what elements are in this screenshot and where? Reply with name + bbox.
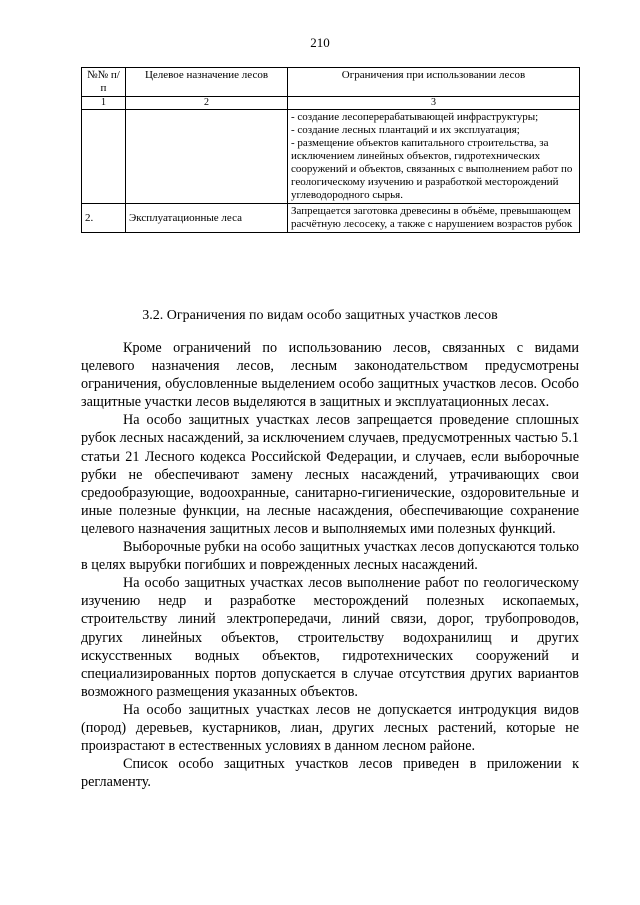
column-number: 1 — [82, 97, 126, 110]
header-number: №№ п/п — [82, 68, 126, 97]
row-purpose — [126, 110, 288, 204]
table-column-numbers-row — [82, 97, 580, 110]
table-row — [82, 110, 580, 204]
restriction-item: - создание лесоперерабатывающей инфраструктуры; — [291, 111, 539, 123]
paragraph: Выборочные рубки на особо защитных участках лесов допускаются только в целях вырубки погибших и поврежденных лесных насаждений. — [81, 539, 579, 574]
row-number: 2. — [82, 204, 126, 233]
row-number — [82, 110, 126, 204]
paragraph: На особо защитных участках лесов выполнение работ по геологическому изучению недр и разработке месторождений полезных ископаемых, строительству линий электропередачи, линий связи, дорог, трубопроводов, других линейных объектов, строительству водохранилищ и других искусственных водных объектов, гидротехнических сооружений и специализированных портов допускается в случае отсутствия других вариантов возможного размещения указанных объектов. — [81, 575, 579, 700]
header-restrictions: Ограничения при использовании лесов — [288, 68, 580, 97]
header-purpose: Целевое назначение лесов — [126, 68, 288, 97]
row-purpose: Эксплуатационные леса — [126, 204, 288, 233]
paragraph: На особо защитных участках лесов запрещается проведение сплошных рубок лесных насаждений, за исключением случаев, предусмотренных частью 5.1 статьи 21 Лесного кодекса Российской Федерации, и случаев, если выборочные рубки не обеспечивают замену лесных насаждений, утрачивающих свои средообразующие, водоохранные, санитарно-гигиенические, оздоровительные и иные полезные функции, на лесные насаждения, обеспечивающие сохранение целевого назначения защитных лесов и выполняемых ими полезных функций. — [81, 412, 579, 537]
page-number: 210 — [310, 35, 330, 50]
column-number: 2 — [126, 97, 288, 110]
column-number: 3 — [288, 97, 580, 110]
paragraph: На особо защитных участках лесов не допускается интродукция видов (пород) деревьев, кустарников, лиан, других лесных растений, которые не произрастают в естественных условиях в данном лесном районе. — [81, 701, 579, 755]
restriction-item: - размещение объектов капитального строительства, за исключением линейных объектов, гидротехнических сооружений и объектов, связанных с выполнением работ по геологическому изучению и разработкой месторождений углеводородного сырья. — [291, 137, 573, 201]
restriction-item: - создание лесных плантаций и их эксплуатация; — [291, 124, 520, 136]
body-text — [81, 339, 579, 791]
row-restrictions — [288, 110, 580, 204]
section-heading: 3.2. Ограничения по видам особо защитных участков лесов — [142, 308, 498, 323]
row-restrictions — [288, 204, 580, 233]
restriction-item: Запрещается заготовка древесины в объёме, превышающем расчётную лесосеку, а также с нарушением возрастов рубок — [291, 205, 573, 230]
paragraph: Кроме ограничений по использованию лесов, связанных с видами целевого назначения лесов, лесным законодательством предусмотрены ограничения, обусловленные выделением особо защитных участков лесов. Особо защитные участки лесов выделяются в защитных и эксплуатационных лесах. — [81, 340, 579, 411]
table-row — [82, 204, 580, 233]
paragraph: Список особо защитных участков лесов приведен в приложении к регламенту. — [81, 756, 579, 791]
table-header-row — [82, 68, 580, 97]
restrictions-table — [81, 67, 580, 233]
